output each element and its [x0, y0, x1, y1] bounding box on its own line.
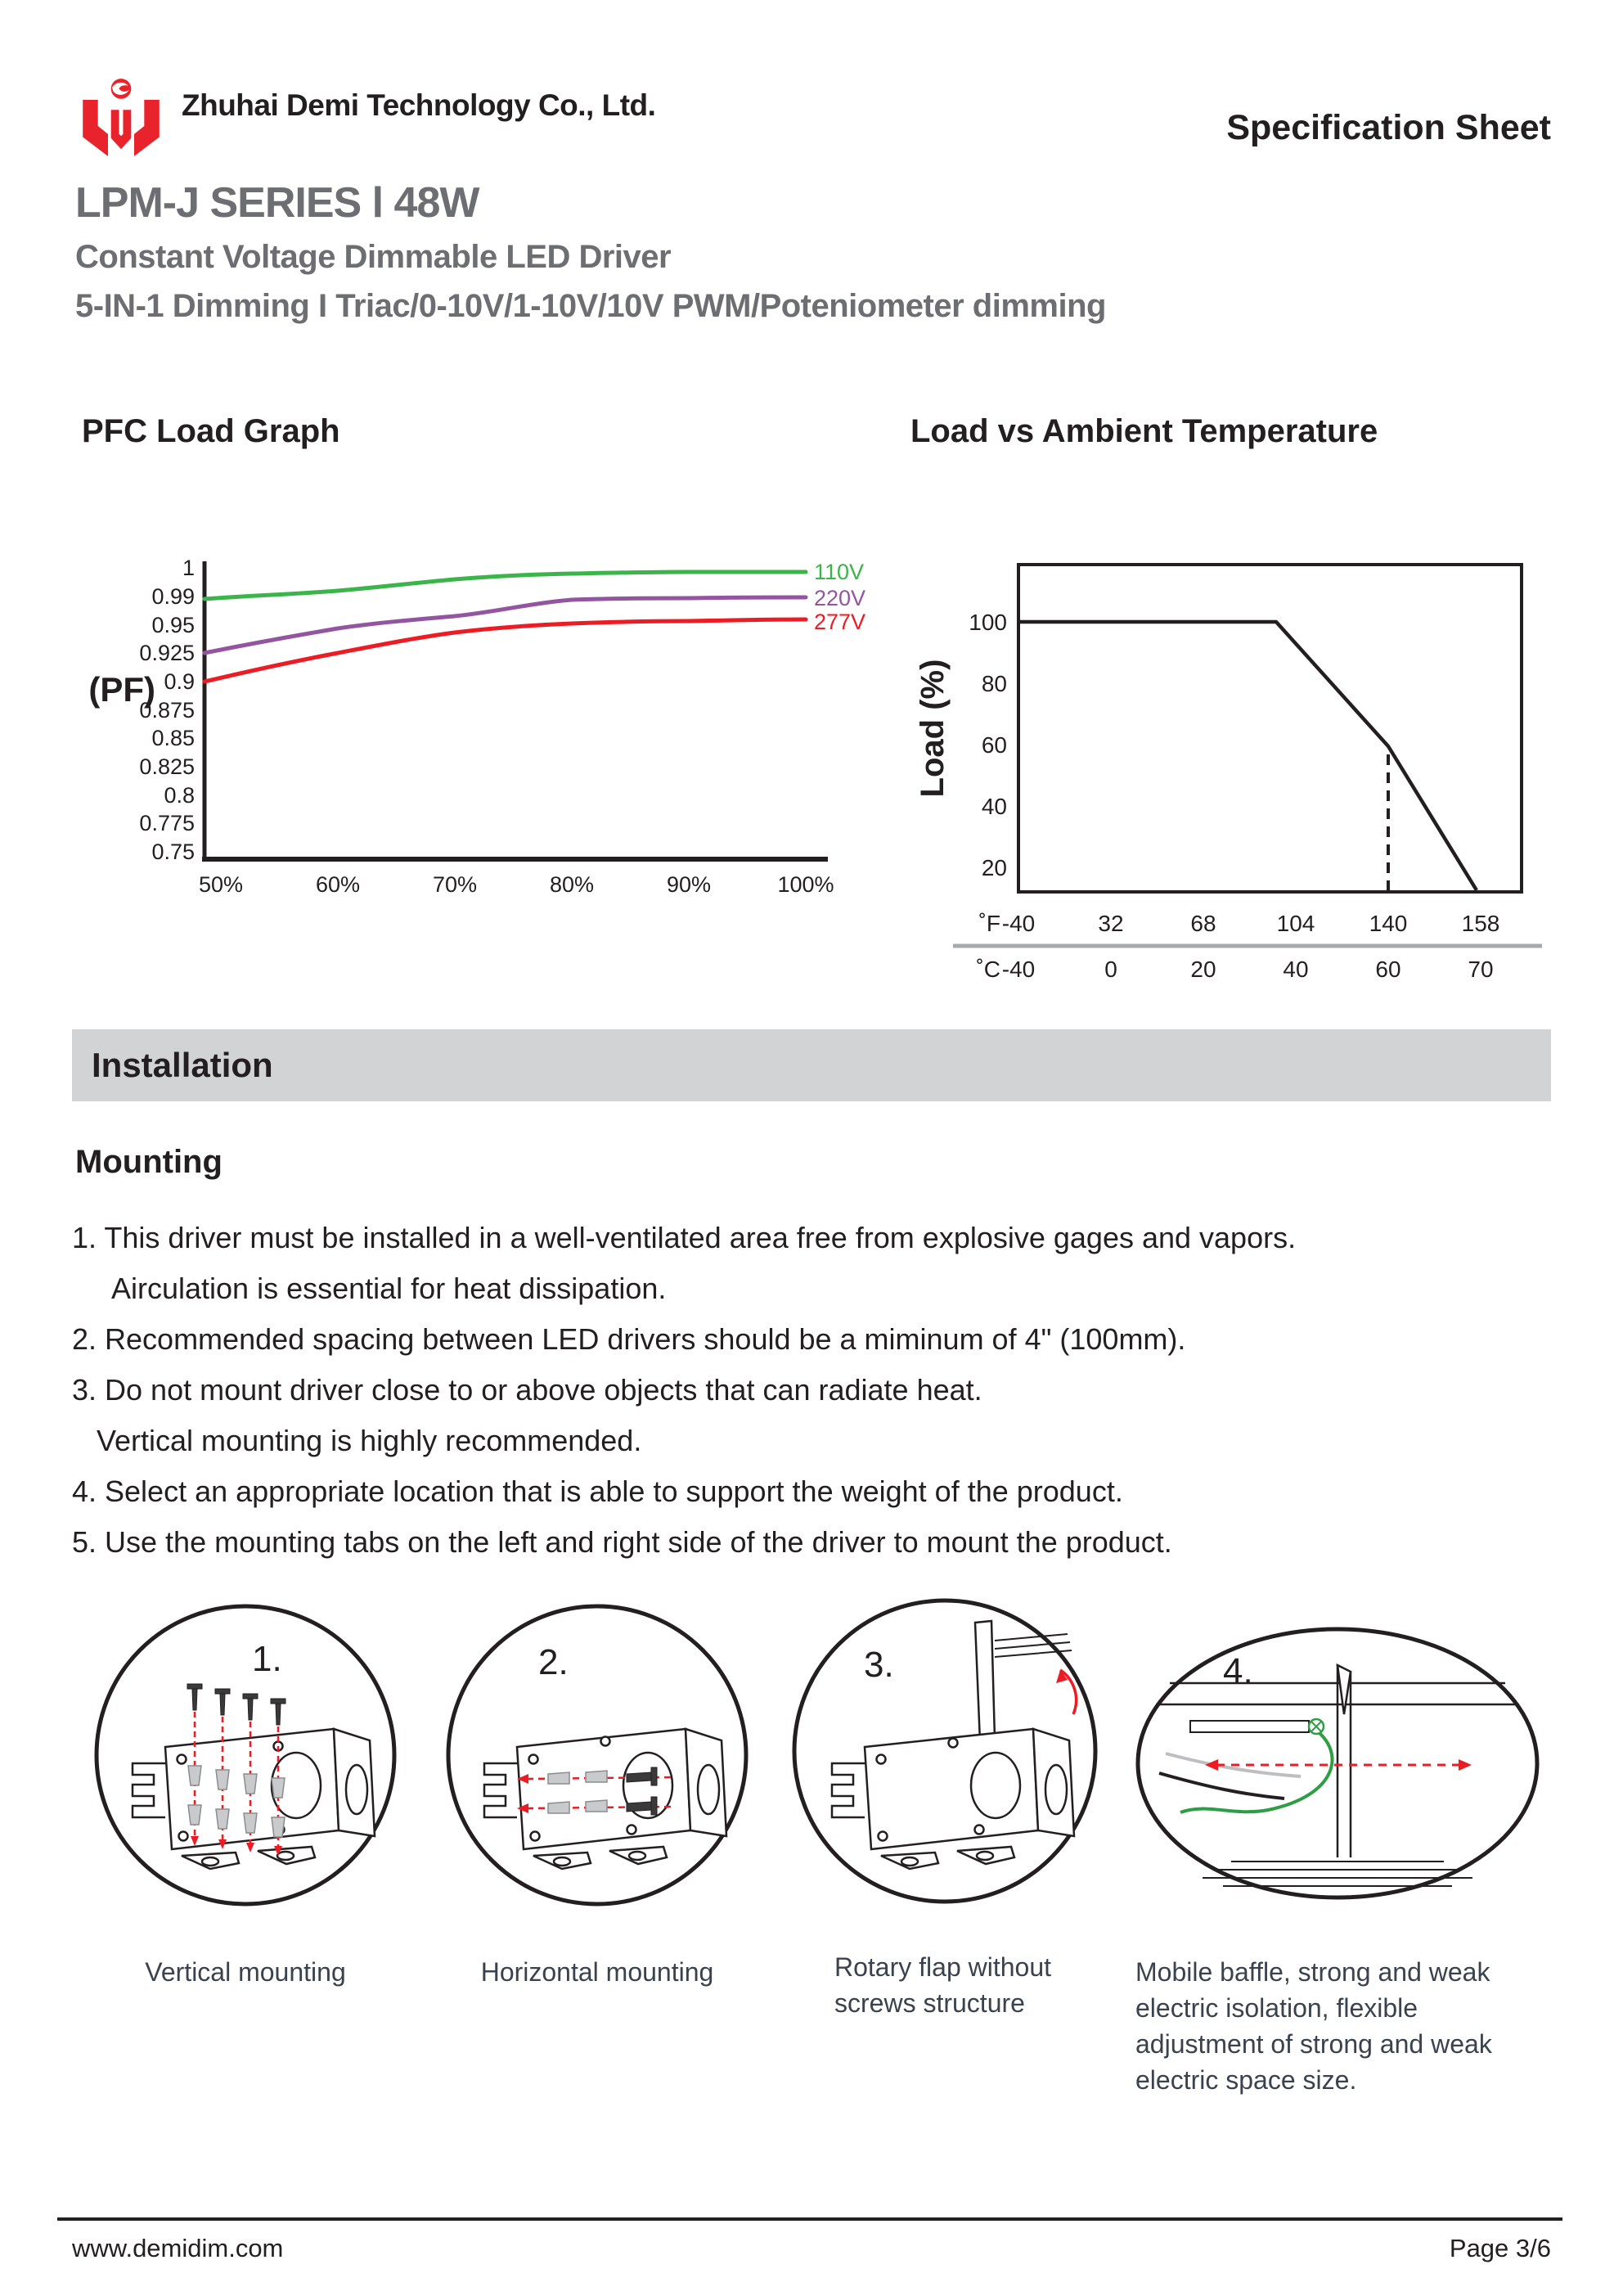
pfc-ytick: 0.875: [139, 698, 195, 723]
pfc-ytick: 1: [182, 556, 195, 580]
load-xtick-f: -40: [1001, 911, 1036, 936]
mounting-item-5: 5. Use the mounting tabs on the left and right side of the driver to mount the product.: [72, 1525, 1172, 1559]
product-series-title: LPM-J SERIES l 48W: [75, 179, 479, 227]
figure-2-caption: Horizontal mounting: [480, 1957, 714, 1987]
pfc-xtick: 100%: [777, 872, 834, 897]
load-ytick: 60: [981, 732, 1007, 758]
arrowhead-right: [1459, 1759, 1472, 1771]
pfc-xtick: 60%: [315, 872, 361, 897]
load-xtick-c: -40: [1001, 957, 1036, 982]
load-xtick-f: 104: [1276, 911, 1315, 936]
mounting-item-3-cont: Vertical mounting is highly recommended.: [97, 1424, 642, 1457]
footer-page-number: Page 3/6: [1449, 2234, 1551, 2262]
pfc-curve-277v: [205, 619, 806, 682]
pfc-y-axis-label: (PF): [88, 670, 155, 709]
mounting-item-3: 3. Do not mount driver close to or above objects that can radiate heat.: [72, 1373, 982, 1407]
pfc-ytick: 0.925: [139, 641, 195, 665]
pfc-ytick: 0.75: [151, 840, 195, 864]
load-xtick-c: 60: [1375, 957, 1401, 982]
pfc-curve-110v: [205, 572, 806, 599]
pfc-ytick: 0.85: [151, 726, 195, 750]
pfc-xtick: 90%: [666, 872, 712, 897]
pfc-curve-220v: [205, 597, 806, 653]
legend-277v: 277V: [814, 610, 866, 634]
pfc-ytick: 0.775: [139, 811, 195, 835]
load-xtick-c: 40: [1283, 957, 1309, 982]
load-xtick-f: 32: [1098, 911, 1124, 936]
pfc-ytick: 0.8: [164, 783, 195, 808]
heatsink-fins: [832, 1763, 865, 1817]
load-ytick: 40: [981, 794, 1007, 819]
load-y-axis-label: Load (%): [915, 659, 951, 798]
load-xtick-f: 140: [1369, 911, 1408, 936]
driver-box-drawing: [484, 1729, 726, 1869]
figure-4-caption: Mobile baffle, strong and weak electric isolation, flexible adjustment of strong and weak electric space size.: [1135, 1957, 1492, 2095]
arrowhead-left: [1205, 1759, 1218, 1771]
installation-section-banner: [72, 1029, 1551, 1101]
mounting-item-4: 4. Select an appropriate location that is able to support the weight of the product.: [72, 1474, 1123, 1508]
pfc-ytick: 0.825: [139, 754, 195, 779]
load-ytick: 20: [981, 855, 1007, 880]
mounting-heading: Mounting: [75, 1144, 223, 1180]
load-xtick-f: 158: [1461, 911, 1500, 936]
figure-vertical-mounting: [90, 1596, 401, 1923]
figure-2-number: 2.: [538, 1642, 569, 1682]
product-subtitle-1: Constant Voltage Dimmable LED Driver: [75, 239, 672, 275]
figure-4-number: 4.: [1223, 1651, 1253, 1691]
deg-f-label: ˚F: [978, 911, 1000, 936]
load-temp-chart-title: Load vs Ambient Temperature: [910, 413, 1378, 449]
pfc-xtick: 80%: [549, 872, 595, 897]
load-xtick-c: 0: [1104, 957, 1117, 982]
pfc-ytick: 0.9: [164, 669, 195, 694]
driver-box-drawing: [133, 1729, 375, 1869]
mounting-item-1-cont: Airculation is essential for heat dissipation.: [111, 1272, 667, 1305]
legend-220v: 220V: [814, 586, 866, 610]
load-ytick: 80: [981, 671, 1007, 696]
enclosure-edges: [1156, 1665, 1519, 1886]
load-ytick: 100: [969, 610, 1007, 635]
figure-rotary-flap: [785, 1591, 1104, 1919]
figure-3-number: 3.: [864, 1645, 894, 1685]
legend-110v: 110V: [814, 560, 865, 584]
heatsink-fins: [484, 1763, 517, 1817]
figure-1-caption: Vertical mounting: [145, 1957, 346, 1987]
heatsink-fins: [133, 1763, 165, 1817]
pfc-ytick: 0.95: [151, 613, 195, 637]
pfc-load-graph: [49, 458, 867, 916]
pfc-xtick: 50%: [198, 872, 244, 897]
installation-section-title: Installation: [92, 1046, 273, 1084]
logo-mark-icon: [83, 79, 160, 156]
product-subtitle-2: 5-IN-1 Dimming I Triac/0-10V/1-10V/10V PWM/Poteniometer dimming: [75, 288, 1106, 324]
company-name: Zhuhai Demi Technology Co., Ltd.: [182, 88, 656, 122]
pfc-ytick: 0.99: [151, 584, 195, 609]
load-xtick-f: 68: [1190, 911, 1216, 936]
load-xtick-c: 70: [1468, 957, 1494, 982]
load-temp-chart: [904, 458, 1583, 998]
figure-3-caption: Rotary flap without screws structure: [834, 1952, 1052, 2018]
figure-horizontal-mounting: [442, 1596, 753, 1923]
mounting-item-2: 2. Recommended spacing between LED drivers should be a miminum of 4" (100mm).: [72, 1322, 1186, 1356]
load-xtick-c: 20: [1190, 957, 1216, 982]
demi-logo: [70, 74, 172, 178]
pfc-chart-title: PFC Load Graph: [82, 413, 340, 449]
mounting-instructions: [72, 1213, 1512, 1568]
mounting-item-1: 1. This driver must be installed in a well-ventilated area free from explosive gages and vapors.: [72, 1221, 1297, 1254]
load-derating-curve: [1018, 622, 1477, 890]
pfc-xtick: 70%: [432, 872, 478, 897]
figure-1-number: 1.: [252, 1639, 282, 1679]
sheet-type-label: Specification Sheet: [1226, 108, 1551, 147]
figure-mobile-baffle: [1133, 1624, 1542, 1907]
driver-box-drawing: [832, 1729, 1074, 1869]
deg-c-label: ˚C: [976, 957, 1000, 982]
footer-divider: [57, 2217, 1562, 2221]
footer-website: www.demidim.com: [72, 2234, 284, 2262]
